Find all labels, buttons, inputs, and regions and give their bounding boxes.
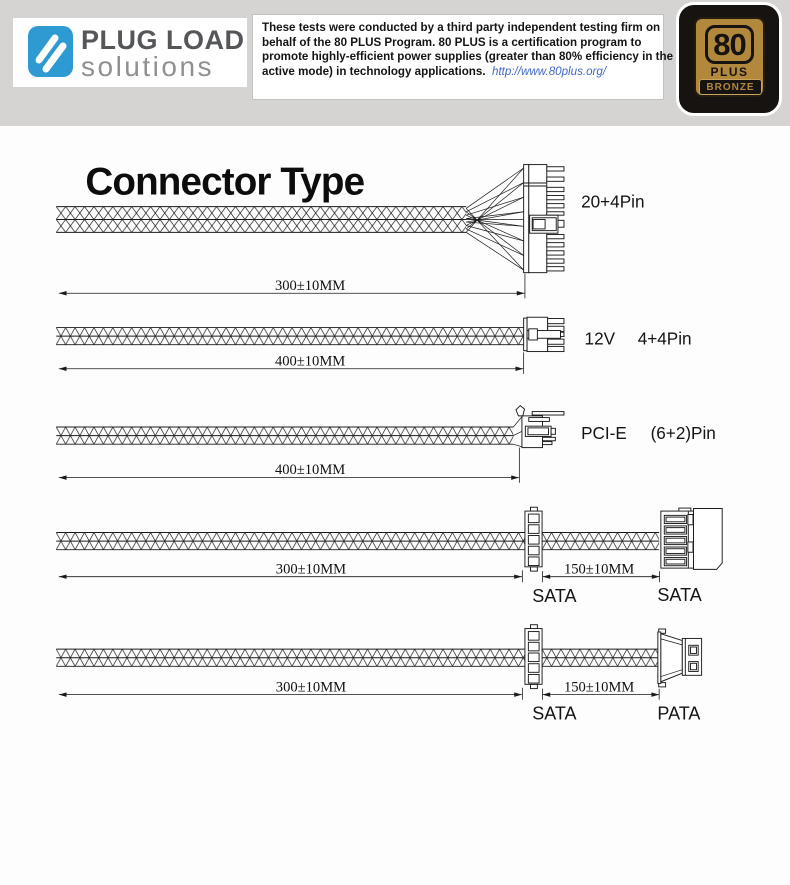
- braided-sleeve: [56, 328, 523, 345]
- connector-pata: [658, 629, 702, 687]
- dimension-300mm: [59, 274, 525, 299]
- 80plus-bronze-badge: [676, 2, 782, 116]
- braided-sleeve: [56, 649, 524, 666]
- dim-text: 300±10MM: [275, 561, 347, 578]
- logo-text-plug-load: PLUG LOAD: [81, 25, 245, 55]
- disclaimer-line-4-text: active mode) in technology applications.: [262, 64, 486, 78]
- dim-text: 400±10MM: [274, 462, 346, 479]
- label-6-2pin: (6+2)Pin: [650, 423, 716, 444]
- label-pcie: PCI-E: [581, 423, 627, 444]
- dim-text: 300±10MM: [275, 679, 347, 696]
- cable-row-pcie-6-2pin: [56, 406, 716, 483]
- plug-load-solutions-logo: [13, 18, 247, 87]
- braided-sleeve-2: [542, 533, 659, 550]
- cable-row-sata-sata: [56, 507, 722, 606]
- dim-text: 150±10MM: [563, 561, 635, 578]
- label-4-4pin: 4+4Pin: [637, 328, 692, 349]
- header-band: [0, 0, 790, 126]
- dimension-400mm: [59, 352, 524, 373]
- connector-pcie: [513, 406, 564, 448]
- cable-row-sata-pata: [56, 625, 701, 724]
- disclaimer-line-1: These tests were conducted by a third party independent testing firm on: [262, 21, 661, 34]
- plug-load-logo-icon: [27, 25, 74, 78]
- dimension-150mm: [543, 562, 660, 583]
- dimension-150mm: [543, 680, 660, 700]
- braided-sleeve: [56, 207, 466, 233]
- badge-plus-text: PLUS: [710, 65, 749, 79]
- disclaimer-box: [252, 14, 674, 100]
- braided-sleeve: [56, 427, 513, 444]
- page-title: Connector Type: [85, 160, 365, 204]
- label-sata-mid: SATA: [532, 585, 577, 606]
- dim-text: 400±10MM: [274, 353, 346, 370]
- cable-row-12v-4-4pin: [56, 317, 691, 374]
- dimension-300mm: [59, 680, 523, 700]
- connector-sata-end: [661, 508, 722, 569]
- disclaimer-line-3: promote highly-efficient power supplies (greater than 80% efficiency in the: [262, 50, 674, 64]
- label-sata-end: SATA: [657, 585, 702, 606]
- dim-text: 150±10MM: [563, 679, 635, 696]
- dimension-400mm: [59, 448, 520, 483]
- braided-sleeve: [56, 533, 524, 550]
- connector-sata-mid: [525, 507, 542, 571]
- dim-text: 300±10MM: [274, 277, 346, 294]
- wire-fanout: [466, 168, 523, 270]
- label-sata-mid: SATA: [532, 703, 577, 724]
- badge-80-number: 80: [713, 27, 746, 62]
- connector-20-4pin: [524, 165, 564, 273]
- disclaimer-line-4: [262, 65, 663, 80]
- dimension-300mm: [59, 562, 523, 583]
- logo-text-solutions: solutions: [81, 51, 215, 82]
- label-pata-end: PATA: [657, 703, 701, 724]
- connector-sata-mid: [525, 625, 542, 689]
- label-12v: 12V: [584, 328, 616, 349]
- connector-diagram: [0, 126, 790, 885]
- badge-bronze-text: BRONZE: [699, 79, 762, 95]
- disclaimer-line-2: behalf of the 80 PLUS Program. 80 PLUS is a certification program to: [262, 35, 642, 49]
- badge-bronze-panel: [694, 17, 765, 97]
- 80plus-url-link[interactable]: http://www.80plus.org/: [492, 64, 607, 78]
- braided-sleeve-2: [542, 649, 658, 666]
- label-20-4pin: 20+4Pin: [581, 191, 645, 212]
- connector-4-4pin: [524, 317, 564, 351]
- badge-80-frame: [705, 25, 754, 64]
